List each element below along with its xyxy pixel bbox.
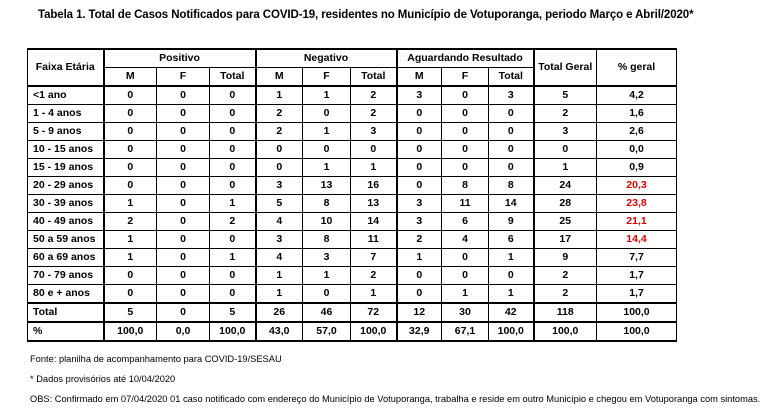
cell-value: 0 — [442, 123, 489, 141]
cell-value: 5 — [256, 195, 303, 213]
header-total-geral: Total Geral — [534, 49, 597, 86]
cell-value: 5 — [210, 303, 256, 322]
table-row — [28, 231, 677, 249]
cell-value: 1 — [534, 159, 597, 177]
cell-value: 0 — [104, 159, 157, 177]
cell-value: 67,1 — [442, 322, 489, 341]
cell-value: 0 — [256, 159, 303, 177]
cell-value: 3 — [351, 123, 397, 141]
cell-value: 0 — [157, 213, 210, 231]
cell-pct-geral: 7,7 — [597, 249, 677, 267]
cell-value: 0 — [210, 86, 256, 105]
cell-value: 1 — [303, 159, 351, 177]
cell-value: 6 — [442, 213, 489, 231]
cell-value: 0 — [104, 267, 157, 285]
header-total: Total — [351, 68, 397, 87]
cell-value: 0 — [442, 105, 489, 123]
table-body — [28, 86, 677, 341]
cell-value: 3 — [534, 123, 597, 141]
cell-value: 1 — [442, 285, 489, 304]
cell-value: 100,0 — [534, 322, 597, 341]
header-m: M — [104, 68, 157, 87]
cell-faixa-etaria: 80 e + anos — [28, 285, 104, 304]
cell-value: 0 — [534, 141, 597, 159]
cell-value: 1 — [210, 195, 256, 213]
header-faixa-etaria: Faixa Etária — [28, 49, 104, 86]
cell-value: 13 — [303, 177, 351, 195]
cell-value: 2 — [351, 86, 397, 105]
cell-value: 0 — [397, 105, 442, 123]
cell-value: 0 — [397, 159, 442, 177]
header-f: F — [157, 68, 210, 87]
table-row — [28, 141, 677, 159]
table-row — [28, 105, 677, 123]
cell-value: 0 — [104, 86, 157, 105]
cell-value: 0 — [256, 141, 303, 159]
cell-value: 14 — [489, 195, 534, 213]
cell-value: 2 — [256, 105, 303, 123]
cell-pct-geral: 1,7 — [597, 267, 677, 285]
cell-value: 0 — [157, 123, 210, 141]
cell-value: 2 — [397, 231, 442, 249]
cell-faixa-etaria: 70 - 79 anos — [28, 267, 104, 285]
header-total: Total — [210, 68, 256, 87]
cell-value: 1 — [303, 123, 351, 141]
cell-value: 0 — [397, 285, 442, 304]
cell-value: 0 — [104, 123, 157, 141]
cell-value: 0 — [303, 285, 351, 304]
cell-value: 14 — [351, 213, 397, 231]
cell-value: 0,0 — [157, 322, 210, 341]
cell-value: 10 — [303, 213, 351, 231]
header-f: F — [442, 68, 489, 87]
cell-value: 2 — [256, 123, 303, 141]
table-title: Tabela 1. Total de Casos Notificados para COVID-19, residentes no Município de Votuporanga, periodo Março e Abril/2020* — [38, 9, 694, 21]
cell-value: 2 — [351, 105, 397, 123]
cell-value: 11 — [442, 195, 489, 213]
cell-value: 28 — [534, 195, 597, 213]
cell-value: 13 — [351, 195, 397, 213]
cell-value: 3 — [256, 177, 303, 195]
cell-value: 32,9 — [397, 322, 442, 341]
table-row — [28, 159, 677, 177]
cell-value: 3 — [397, 86, 442, 105]
table-row — [28, 123, 677, 141]
cell-value: 0 — [442, 267, 489, 285]
table-row — [28, 322, 677, 341]
cell-value: 16 — [351, 177, 397, 195]
cell-value: 0 — [157, 195, 210, 213]
cell-value: 0 — [157, 285, 210, 304]
header-aguardando-resultado: Aguardando Resultado — [397, 49, 534, 68]
table-row — [28, 303, 677, 322]
cell-value: 0 — [157, 177, 210, 195]
cell-value: 1 — [303, 267, 351, 285]
cell-value: 0 — [442, 86, 489, 105]
cell-faixa-etaria: 40 - 49 anos — [28, 213, 104, 231]
cell-value: 0 — [397, 123, 442, 141]
cell-value: 2 — [534, 267, 597, 285]
cell-value: 1 — [256, 267, 303, 285]
cell-value: 26 — [256, 303, 303, 322]
cell-value: 100,0 — [210, 322, 256, 341]
table-row — [28, 213, 677, 231]
cell-value: 1 — [489, 285, 534, 304]
cell-value: 25 — [534, 213, 597, 231]
cell-value: 0 — [489, 141, 534, 159]
cell-faixa-etaria: <1 ano — [28, 86, 104, 105]
header-negativo: Negativo — [256, 49, 397, 68]
cell-value: 0 — [351, 141, 397, 159]
cell-value: 0 — [210, 141, 256, 159]
cell-value: 2 — [210, 213, 256, 231]
cell-value: 43,0 — [256, 322, 303, 341]
cell-value: 100,0 — [104, 322, 157, 341]
cell-value: 100,0 — [351, 322, 397, 341]
cell-value: 1 — [351, 159, 397, 177]
cell-value: 1 — [256, 86, 303, 105]
cell-value: 30 — [442, 303, 489, 322]
cell-value: 5 — [104, 303, 157, 322]
header-positivo: Positivo — [104, 49, 256, 68]
cell-value: 2 — [534, 105, 597, 123]
cell-value: 5 — [534, 86, 597, 105]
cell-value: 0 — [210, 159, 256, 177]
covid-cases-table — [27, 48, 677, 342]
cell-faixa-etaria: 20 - 29 anos — [28, 177, 104, 195]
cell-value: 0 — [303, 141, 351, 159]
cell-value: 3 — [397, 213, 442, 231]
cell-value: 4 — [256, 249, 303, 267]
cell-value: 100,0 — [489, 322, 534, 341]
cell-value: 118 — [534, 303, 597, 322]
cell-value: 57,0 — [303, 322, 351, 341]
cell-value: 0 — [104, 141, 157, 159]
cell-value: 24 — [534, 177, 597, 195]
table-row — [28, 86, 677, 105]
cell-value: 11 — [351, 231, 397, 249]
cell-value: 8 — [489, 177, 534, 195]
cell-pct-geral: 100,0 — [597, 303, 677, 322]
cell-value: 0 — [489, 105, 534, 123]
cell-value: 0 — [489, 267, 534, 285]
cell-faixa-etaria: 5 - 9 anos — [28, 123, 104, 141]
cell-value: 0 — [210, 123, 256, 141]
cell-value: 1 — [397, 249, 442, 267]
cell-value: 0 — [397, 177, 442, 195]
table-row — [28, 195, 677, 213]
cell-value: 0 — [157, 249, 210, 267]
cell-faixa-etaria: 10 - 15 anos — [28, 141, 104, 159]
cell-value: 0 — [442, 249, 489, 267]
table-row — [28, 285, 677, 304]
cell-value: 0 — [157, 267, 210, 285]
cell-value: 0 — [489, 123, 534, 141]
cell-value: 2 — [104, 213, 157, 231]
cell-value: 0 — [104, 177, 157, 195]
cell-pct-geral: 2,6 — [597, 123, 677, 141]
cell-value: 72 — [351, 303, 397, 322]
cell-value: 1 — [489, 249, 534, 267]
cell-value: 3 — [397, 195, 442, 213]
cell-pct-geral: 21,1 — [597, 213, 677, 231]
cell-value: 0 — [104, 285, 157, 304]
header-pct-geral: % geral — [597, 49, 677, 86]
cell-value: 8 — [442, 177, 489, 195]
cell-value: 1 — [303, 86, 351, 105]
cell-value: 0 — [157, 303, 210, 322]
cell-pct-geral: 1,7 — [597, 285, 677, 304]
table-row — [28, 267, 677, 285]
cell-faixa-etaria: % — [28, 322, 104, 341]
cell-value: 0 — [210, 231, 256, 249]
cell-pct-geral: 0,9 — [597, 159, 677, 177]
cell-value: 0 — [303, 105, 351, 123]
cell-value: 8 — [303, 231, 351, 249]
cell-value: 7 — [351, 249, 397, 267]
cell-faixa-etaria: 15 - 19 anos — [28, 159, 104, 177]
cell-value: 0 — [157, 105, 210, 123]
cell-value: 3 — [303, 249, 351, 267]
header-m: M — [256, 68, 303, 87]
note-fonte: Fonte: planilha de acompanhamento para COVID-19/SESAU — [30, 354, 282, 364]
cell-value: 1 — [210, 249, 256, 267]
cell-value: 0 — [489, 159, 534, 177]
cell-value: 1 — [104, 231, 157, 249]
cell-value: 42 — [489, 303, 534, 322]
cell-value: 0 — [210, 177, 256, 195]
cell-value: 0 — [157, 231, 210, 249]
cell-pct-geral: 1,6 — [597, 105, 677, 123]
cell-pct-geral: 100,0 — [597, 322, 677, 341]
cell-value: 9 — [489, 213, 534, 231]
table-row — [28, 177, 677, 195]
cell-value: 17 — [534, 231, 597, 249]
cell-value: 0 — [442, 159, 489, 177]
note-dados-provisorios: * Dados provisórios até 10/04/2020 — [30, 374, 176, 384]
cell-value: 1 — [351, 285, 397, 304]
cell-faixa-etaria: 60 a 69 anos — [28, 249, 104, 267]
cell-value: 12 — [397, 303, 442, 322]
cell-pct-geral: 4,2 — [597, 86, 677, 105]
cell-value: 0 — [210, 105, 256, 123]
cell-value: 0 — [157, 86, 210, 105]
cell-value: 0 — [210, 267, 256, 285]
cell-pct-geral: 14,4 — [597, 231, 677, 249]
table-row — [28, 249, 677, 267]
cell-value: 6 — [489, 231, 534, 249]
cell-pct-geral: 0,0 — [597, 141, 677, 159]
header-f: F — [303, 68, 351, 87]
header-m: M — [397, 68, 442, 87]
cell-value: 0 — [397, 141, 442, 159]
cell-value: 3 — [489, 86, 534, 105]
cell-value: 0 — [397, 267, 442, 285]
cell-value: 1 — [104, 249, 157, 267]
cell-value: 0 — [157, 141, 210, 159]
cell-value: 0 — [104, 105, 157, 123]
cell-value: 0 — [442, 141, 489, 159]
cell-value: 1 — [104, 195, 157, 213]
cell-value: 2 — [534, 285, 597, 304]
cell-value: 9 — [534, 249, 597, 267]
cell-value: 2 — [351, 267, 397, 285]
cell-pct-geral: 20,3 — [597, 177, 677, 195]
cell-value: 46 — [303, 303, 351, 322]
cell-value: 8 — [303, 195, 351, 213]
cell-value: 0 — [157, 159, 210, 177]
cell-faixa-etaria: 1 - 4 anos — [28, 105, 104, 123]
cell-pct-geral: 23,8 — [597, 195, 677, 213]
cell-value: 1 — [256, 285, 303, 304]
header-total: Total — [489, 68, 534, 87]
cell-value: 3 — [256, 231, 303, 249]
cell-value: 0 — [210, 285, 256, 304]
cell-value: 4 — [442, 231, 489, 249]
cell-faixa-etaria: 50 a 59 anos — [28, 231, 104, 249]
cell-faixa-etaria: Total — [28, 303, 104, 322]
cell-faixa-etaria: 30 - 39 anos — [28, 195, 104, 213]
note-obs: OBS: Confirmado em 07/04/2020 01 caso notificado com endereço do Município de Votuporanga, trabalha e reside em outro Município e chegou em Votuporanga com sintomas. — [30, 394, 761, 404]
cell-value: 4 — [256, 213, 303, 231]
